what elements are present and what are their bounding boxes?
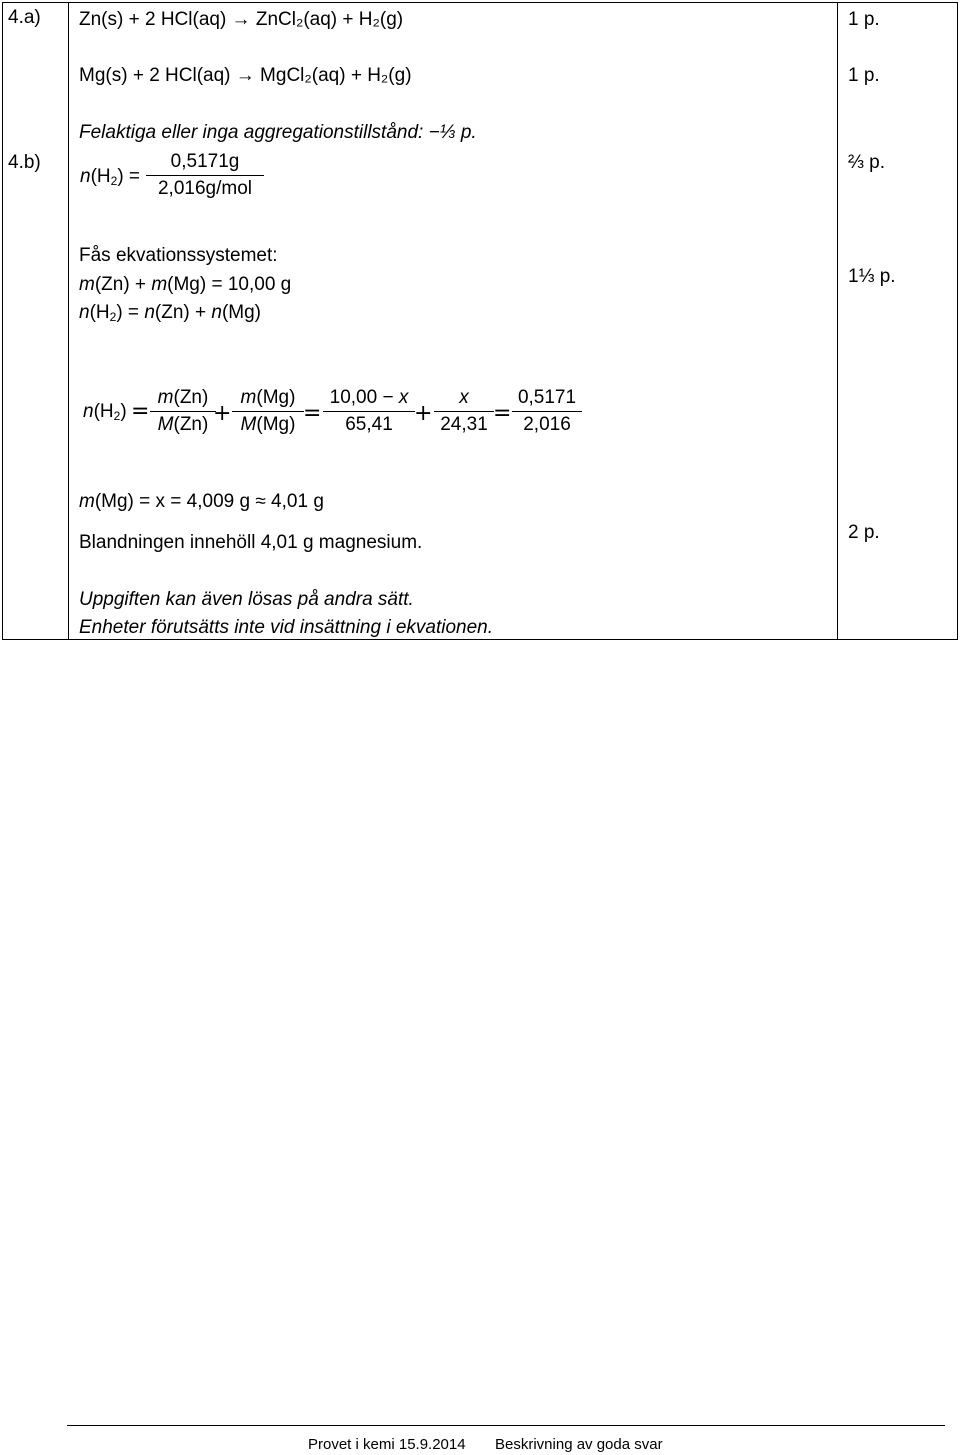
system-eq-moles: $n(H_2) = n(Zn) + n(Mg)$ [79,302,262,324]
big-plus-2: + [414,401,433,426]
big-equals-1: = [303,401,322,426]
column-divider-points [837,2,838,640]
fraction-bar [146,175,264,176]
note-units: Enheter förutsätts inte vid insättning i ekvationen. [79,617,494,638]
equation-zn: Zn(s) + 2 HCl(aq) → ZnCl₂(aq) + H₂(g) [79,9,404,30]
big-fraction-5 [512,387,582,436]
f4-num: x [459,387,469,408]
points-a1: 1 p. [848,9,880,30]
points-b1: ⅔ p. [848,152,885,173]
result-mg: m(Mg) = x = 4,009 g ≈ 4,01 g [79,491,324,512]
f1-num: m(Zn) [157,387,209,408]
task-label-b: 4.b) [8,152,41,173]
moles-fraction [146,151,264,200]
nh2-n: n [80,166,91,187]
note-alternative: Uppgiften kan även lösas på andra sätt. [79,589,414,610]
footer-right: Beskrivning av goda svar [495,1436,663,1453]
system-eq-mass: m(Zn) + m(Mg) = 10,00 g [79,274,292,295]
note-aggregation: Felaktiga eller inga aggregationstillstånd: −⅓ p. [79,122,477,143]
nh2-expression [80,166,140,188]
big-fraction-3 [323,387,415,436]
nh2-text: (H [90,166,111,187]
f2-num: m(Mg) [240,387,296,408]
system-intro: Fås ekvationssystemet: [79,245,278,266]
f1-den: M(Zn) [157,414,209,435]
big-equals-2: = [493,401,512,426]
big-fraction-2 [232,387,304,436]
big-lhs: $n(H_2)$ [83,401,127,423]
big-fraction-1 [150,387,216,436]
column-divider-label [68,2,69,640]
points-a2: 1 p. [848,65,880,86]
points-b2: 1⅓ p. [848,266,896,287]
task-label-a: 4.a) [8,7,41,28]
f5-den: 2,016 [523,414,571,435]
conclusion: Blandningen innehöll 4,01 g magnesium. [79,532,423,553]
f5-num: 0,5171 [517,387,577,408]
f3-num: 10,00 − x [329,387,409,408]
moles-numerator: 0,5171g [170,151,240,172]
f4-den: 24,31 [440,414,488,435]
f3-den: 65,41 [345,414,393,435]
moles-denominator: 2,016g/mol [157,178,252,199]
f2-den: M(Mg) [240,414,296,435]
nh2-sub: 2 [110,174,118,188]
big-equals-0: = [131,399,150,424]
nh2-close: ) = [117,166,141,187]
big-plus-1: + [213,401,232,426]
footer-left: Provet i kemi 15.9.2014 [308,1436,466,1453]
points-b3: 2 p. [848,522,880,543]
equation-mg: Mg(s) + 2 HCl(aq) → MgCl₂(aq) + H₂(g) [79,65,412,86]
big-fraction-4 [434,387,494,436]
footer-rule [67,1425,945,1426]
